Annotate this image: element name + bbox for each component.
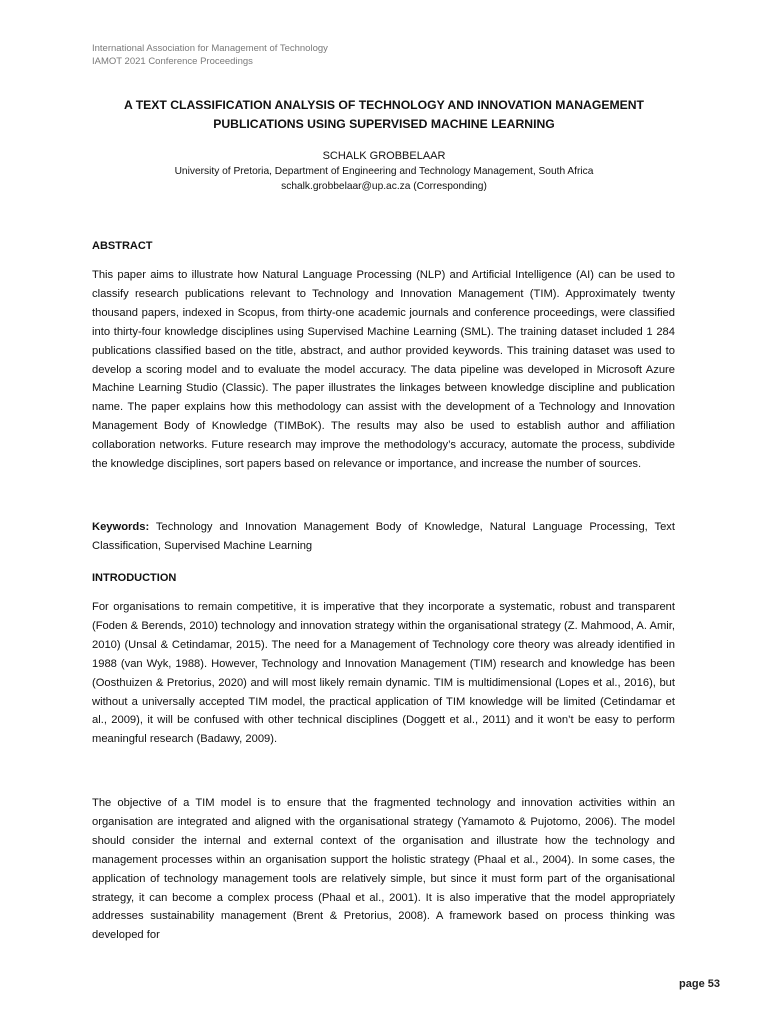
abstract-heading: ABSTRACT — [92, 240, 153, 252]
keywords-text: Technology and Innovation Management Body of Knowledge, Natural Language Processing, Text Classification, Supervised Machine Learning — [92, 521, 675, 552]
paper-title: A TEXT CLASSIFICATION ANALYSIS OF TECHNOLOGY AND INNOVATION MANAGEMENT PUBLICATIONS USING SUPERVISED MACHINE LEARNING — [123, 98, 644, 131]
running-header — [92, 42, 328, 68]
abstract-text: This paper aims to illustrate how Natural Language Processing (NLP) and Artificial Intelligence (AI) can be used to classify research publications relevant to Technology and Innovation Management (TIM). Approximately twenty thousand papers, indexed in Scopus, from thirty-one academic journals and conference proceedings, were classified into thirty-four knowledge disciplines using Supervised Machine Learning (SML). The training dataset included 1 284 publications classified based on the title, abstract, and author provided keywords. This training dataset was used to develop a scoring model and to evaluate the model accuracy. The data pipeline was developed in Microsoft Azure Machine Learning Studio (Classic). The paper illustrates the linkages between knowledge discipline and publication name. The paper explains how this methodology can assist with the development of a Technology and Innovation Management Body of Knowledge (TIMBoK). The results may also be used to establish author and affiliation collaboration networks. Future research may improve the methodology’s accuracy, automate the process, subdivide the knowledge disciplines, sort papers based on relevance or importance, and increase the number of sources. — [92, 269, 675, 471]
author-name: SCHALK GROBBELAAR — [322, 150, 446, 162]
page-number: page 53 — [679, 978, 720, 990]
author-email: schalk.grobbelaar@up.ac.za (Corresponding) — [281, 181, 487, 192]
proceedings-name: IAMOT 2021 Conference Proceedings — [92, 56, 253, 67]
introduction-paragraph-2: The objective of a TIM model is to ensure that the fragmented technology and innovation activities within an organisation are integrated and aligned with the organisational strategy (Yamamoto & Pujotomo, 2006). The model should consider the internal and external context of the organisation and illustrate how the technology and management processes within an organisation support the holistic strategy (Phaal et al., 2004). In some cases, the application of technology management tools are relatively simple, but since it must form part of the organisational strategy, it can become a complex process (Phaal et al., 2001). It is also imperative that the model appropriately addresses sustainability management (Brent & Pretorius, 2008). A framework based on process thinking was developed for — [92, 797, 675, 942]
introduction-heading: INTRODUCTION — [92, 572, 177, 584]
keywords — [92, 518, 675, 556]
introduction-paragraph-1: For organisations to remain competitive, it is imperative that they incorporate a systematic, robust and transparent (Foden & Berends, 2010) technology and innovation strategy within the organisational strategy (Z. Mahmood, A. Amir, 2010) (Unsal & Cetindamar, 2015). The need for a Management of Technology core theory was already identified in 1988 (van Wyk, 1988). However, Technology and Innovation Management (TIM) research and knowledge has been (Oosthuizen & Pretorius, 2020) and will most likely remain dynamic. TIM is multidimensional (Lopes et al., 2016), but without a universally accepted TIM model, the practical application of TIM knowledge will be limited (Cetindamar et al., 2009), it will be confused with other technical disciplines (Doggett et al., 2011) and it won’t be easy to perform meaningful research (Badawy, 2009). — [92, 601, 675, 746]
conference-name: International Association for Management of Technology — [92, 43, 328, 54]
keywords-label: Keywords: — [92, 521, 150, 533]
author-affiliation: University of Pretoria, Department of Engineering and Technology Management, South Africa — [174, 166, 594, 177]
